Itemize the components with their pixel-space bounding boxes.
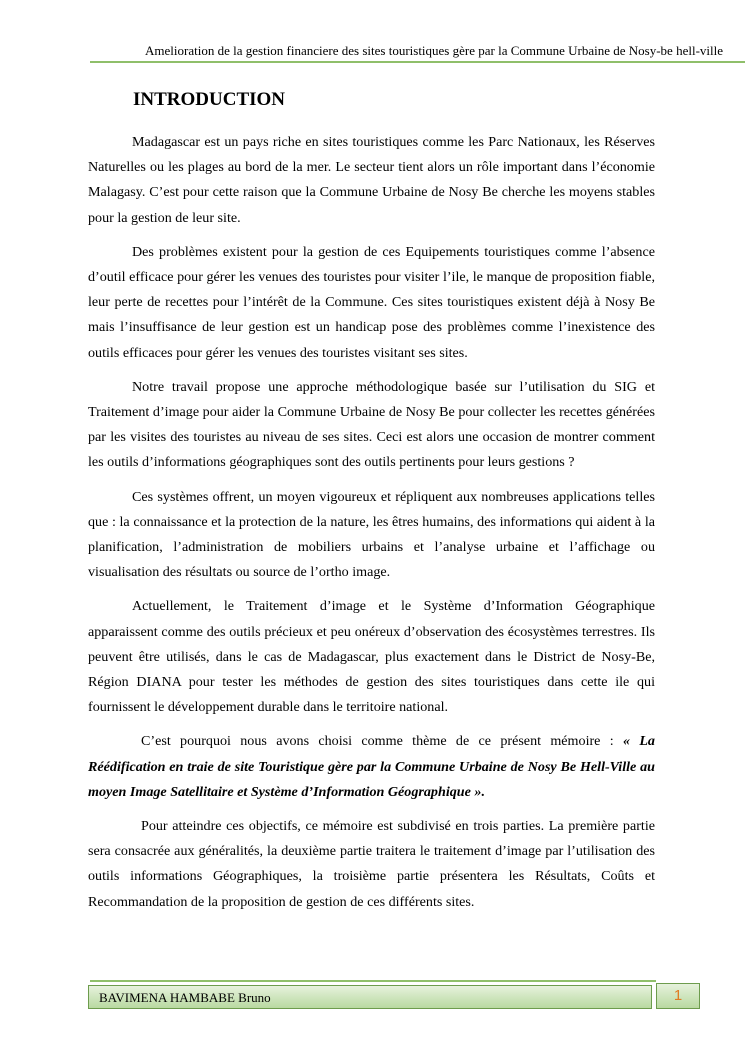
paragraph-5: Actuellement, le Traitement d’image et le Système d’Information Géographique apparaissent comme des outils précieux et peu onéreux d’observation des écosystèmes terrestres. Ils peuvent être utilisés, dans le cas de Madagascar, plus exactement dans le District de Nosy-Be, Région DIANA pour tester les méthodes de gestion des sites touristiques dans cette ile qui fournissent le développement durable dans le territoire national. — [88, 598, 655, 716]
paragraph-2: Des problèmes existent pour la gestion de ces Equipements touristiques comme l’absence d’outil efficace pour gérer les venues des touristes pour visiter l’ile, le manque de proposition fiable, leur perte de recettes pour l’intérêt de la Commune. Ces sites touristiques existent déjà à Nosy Be mais l’insuffisance de leur gestion est un handicap pose des problèmes comme l’inexistence des outils efficaces pour gérer les venues des touristes visitant ses sites. — [88, 243, 655, 361]
paragraph-4: Ces systèmes offrent, un moyen vigoureux et répliquent aux nombreuses applications telles que : la connaissance et la protection de la nature, les êtres humains, des informations qui aident à la planification, l’administration de mobiliers urbains et l’analyse urbaine et l’affichage ou visualisation des résultats ou source de l’ortho image. — [88, 488, 655, 581]
theme-lead: C’est pourquoi nous avons choisi comme thème de ce présent mémoire : — [141, 733, 614, 750]
footer-author: BAVIMENA HAMBABE Bruno — [99, 990, 271, 1005]
header-rule — [90, 61, 745, 63]
page-number-box — [656, 983, 700, 1009]
footer-author-box — [88, 985, 652, 1009]
paragraph-3: Notre travail propose une approche méthodologique basée sur l’utilisation du SIG et Traitement d’image pour aider la Commune Urbaine de Nosy Be pour collecter les recettes générées par les visites des touristes au niveau de ses sites. Ceci est alors une occasion de montrer comment les outils d’informations géographiques sont des outils pertinents pour leurs gestions ? — [88, 378, 655, 471]
running-header: Amelioration de la gestion financiere des sites touristiques gère par la Commune Urbaine de Nosy-be hell-ville — [145, 43, 723, 58]
section-heading: INTRODUCTION — [133, 89, 286, 110]
page-number: 1 — [673, 987, 683, 1004]
theme-title: « La Réédification en traie de site Touristique gère par la Commune Urbaine de Nosy Be Hell-Ville au moyen Image Satellitaire et Système d’Information Géographique » — [88, 733, 655, 800]
theme-paragraph — [88, 729, 655, 805]
body-text — [88, 130, 655, 924]
footer-rule — [90, 980, 656, 982]
closing-paragraph: Pour atteindre ces objectifs, ce mémoire est subdivisé en trois parties. La première partie sera consacrée aux généralités, la deuxième partie traitera le traitement d’image par l’utilisation des outils informations Géographiques, la troisième partie présentera les Résultats, Coûts et Recommandation de la proposition de gestion de ces différents sites. — [88, 818, 655, 910]
theme-end: . — [481, 783, 485, 800]
paragraph-1: Madagascar est un pays riche en sites touristiques comme les Parc Nationaux, les Réserves Naturelles ou les plages au bord de la mer. Le secteur tient alors un rôle important dans l’économie Malagasy. C’est pour cette raison que la Commune Urbaine de Nosy Be cherche les moyens stables pour la gestion de leur site. — [88, 134, 655, 226]
